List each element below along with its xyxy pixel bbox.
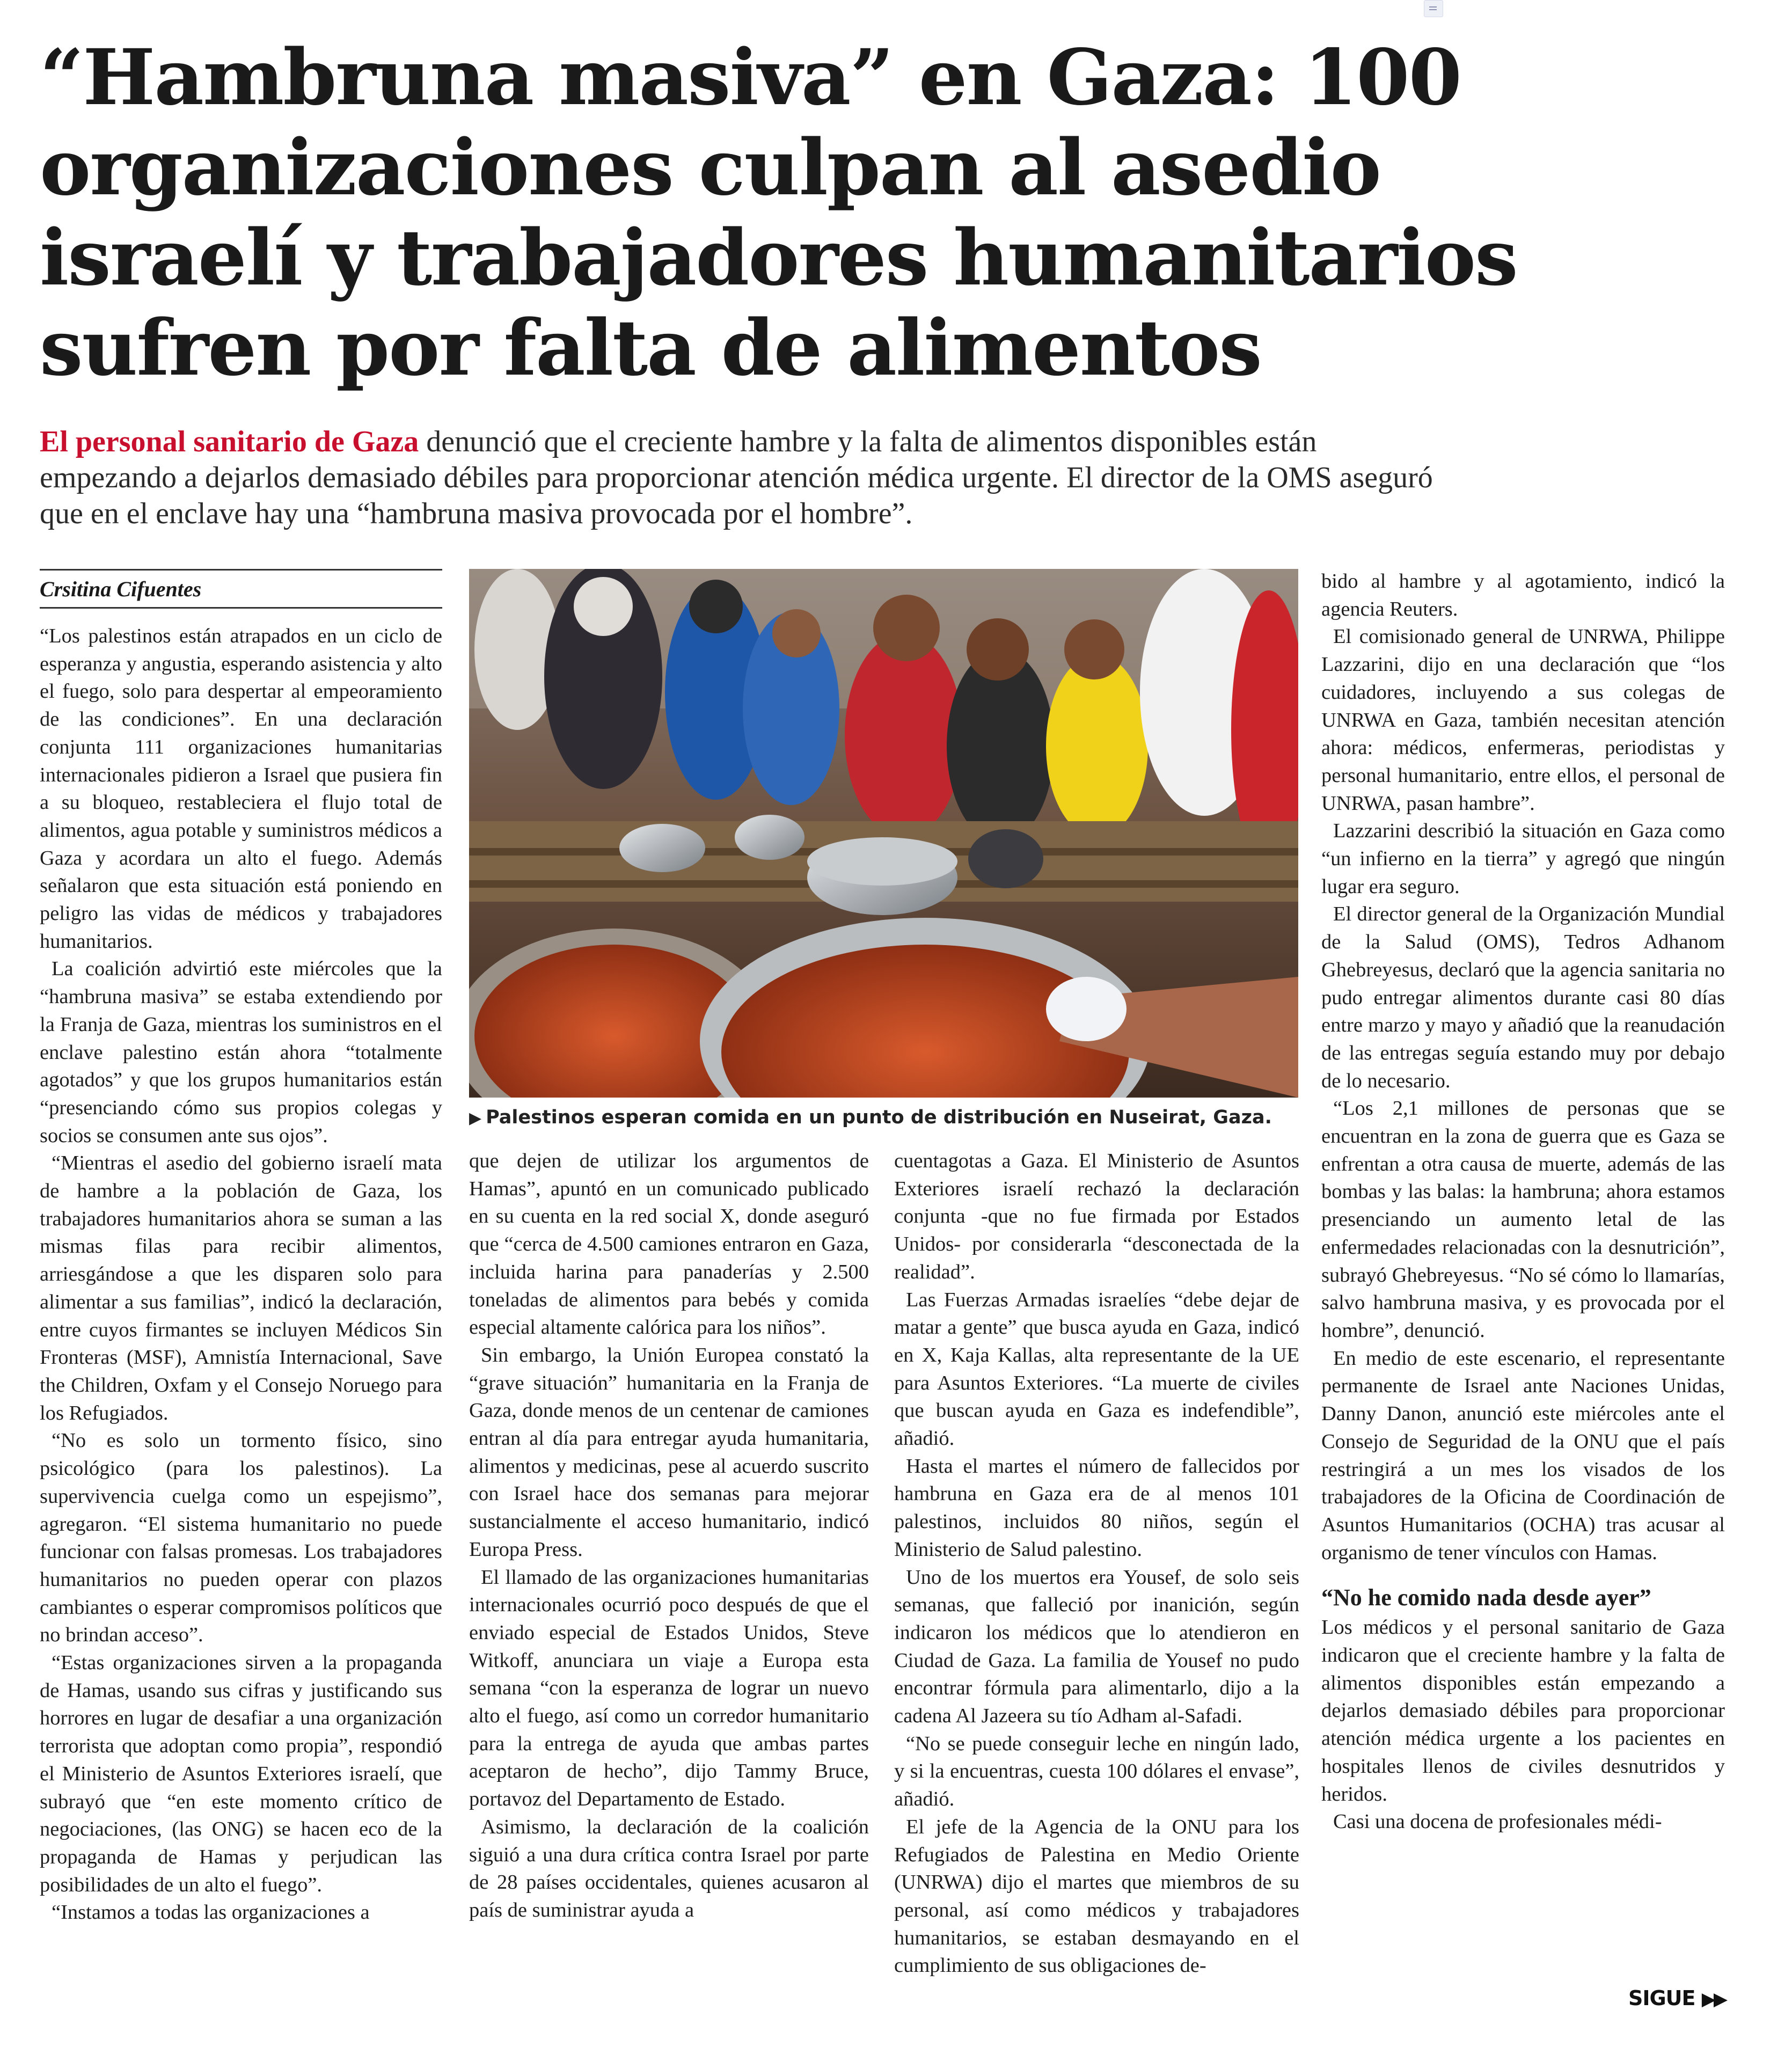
lede-kicker: El personal sanitario de Gaza xyxy=(40,425,419,458)
paragraph: Casi una docena de profesionales médi- xyxy=(1333,1810,1662,1833)
byline: Crsitina Cifuentes xyxy=(40,569,442,609)
subheading: “No he comido nada desde ayer” xyxy=(1321,1584,1651,1611)
paragraph: Sin embargo, la Unión Europea constató la “grave situación” humanitaria en la Franja de Gaza, donde menos de un centenar de camiones entran al día para entregar ayuda humanitaria, alimentos y medicinas, pese al acuerdo suscrito con Israel hace dos semanas para mejorar sustancialmente el acceso humanitario, indicó Europa Press. xyxy=(469,1343,869,1561)
note-icon[interactable] xyxy=(1424,0,1443,17)
photo-caption xyxy=(469,1106,1298,1130)
paragraph: “No es solo un tormento físico, sino psicológico (para los palestinos). La supervivencia cuelga como un espejismo”, agregaron. “El sistema humanitario no puede funcionar con falsas promesas. Los trabajadores humanitarios no pueden operar con plazos cambiantes o esperar compromisos políticos que no brindan acceso”. xyxy=(40,1429,442,1647)
paragraph: Asimismo, la declaración de la coalición siguió a una dura crítica contra Israel por parte de 28 países occidentales, quienes acusaron al país de suministrar ayuda a xyxy=(469,1815,869,1921)
paragraph: cuentagotas a Gaza. El Ministerio de Asuntos Exteriores israelí rechazó la declaración conjunta -que no fue firmada por Estados Unidos- por considerarla “desconectada de la realidad”. xyxy=(894,1150,1299,1283)
double-triangle-right-icon: ▶▶ xyxy=(1701,1988,1725,2010)
article-column-2 xyxy=(469,1147,869,1925)
paragraph: Lazzarini describió la situación en Gaza como “un infierno en la tierra” y agregó que ningún lugar era seguro. xyxy=(1321,820,1725,898)
paragraph: Las Fuerzas Armadas israelíes “debe dejar de matar a gente” que busca ayuda en Gaza, indicó en X, Kaja Kallas, alta representante de la UE para Asuntos Exteriores. “La muerte de civiles que buscan ayuda en Gaza es indefendible”, añadió. xyxy=(894,1288,1299,1450)
caption-text: Palestinos esperan comida en un punto de distribución en Nuseirat, Gaza. xyxy=(486,1107,1272,1128)
headline: “Hambruna masiva” en Gaza: 100 organizaciones culpan al asedio israelí y trabajadores humanitarios sufren por falta de alimentos xyxy=(40,32,1517,393)
paragraph: “Estas organizaciones sirven a la propaganda de Hamas, usando sus cifras y justificando sus horrores en lugar de desafiar a una organización terrorista que adoptan como propia”, respondió el Ministerio de Asuntos Exteriores israelí, que subrayó que “en este momento crítico de negociaciones, (las ONG) se hacen eco de la propaganda de Hamas y perjudican las posibilidades de un alto el fuego”. xyxy=(40,1651,442,1896)
paragraph: que dejen de utilizar los argumentos de Hamas”, apuntó en un comunicado publicado en su cuenta en la red social X, donde aseguró que “cerca de 4.500 camiones entraron en Gaza, incluida harina para panaderías y 2.500 toneladas de alimentos para bebés y comida especial altamente calórica para los niños”. xyxy=(469,1150,869,1339)
lede xyxy=(40,424,1435,532)
paragraph: “Instamos a todas las organizaciones a xyxy=(52,1901,370,1924)
paragraph: “Los palestinos están atrapados en un ciclo de esperanza y angustia, esperando asistencia y alto el fuego, solo para despertar al empeoramiento de las condiciones”. En una declaración conjunta 111 organizaciones humanitarias internacionales pidieron a Israel que pusiera fin a su bloqueo, restableciera el flujo total de alimentos, agua potable y suministros médicos a Gaza y acordara un alto el fuego. Además señalaron que esta situación está poniendo en peligro las vidas de médicos y trabajadores humanitarios. xyxy=(40,625,442,953)
photo-illustration xyxy=(469,569,1298,1098)
paragraph: “Mientras el asedio del gobierno israelí mata de hambre a la población de Gaza, los trabajadores humanitarios ahora se suman a las mismas filas para recibir alimentos, arriesgándose a que les disparen solo para alimentar a sus familias”, indicó la declaración, entre cuyos firmantes se incluyen Médicos Sin Fronteras (MSF), Amnistía Internacional, Save the Children, Oxfam y el Consejo Noruego para los Refugiados. xyxy=(40,1152,442,1424)
paragraph: En medio de este escenario, el representante permanente de Israel ante Naciones Unidas, Danny Danon, anunció este miércoles ante el Consejo de Seguridad de la ONU que el país restringirá a un mes los visados de los trabajadores de la Oficina de Coordinación de Asuntos Humanitarios (OCHA) tras acusar al organismo de tener vínculos con Hamas. xyxy=(1321,1347,1725,1564)
news-photo xyxy=(469,569,1298,1098)
continue-marker[interactable] xyxy=(1615,1985,1725,2013)
paragraph: Los médicos y el personal sanitario de Gaza indicaron que el creciente hambre y la falta de alimentos disponibles están empezando a dejarlos demasiado débiles para proporcionar atención médica urgente a los pacientes en hospitales llenos de civiles desnutridos y heridos. xyxy=(1321,1616,1725,1805)
paragraph: bido al hambre y al agotamiento, indicó la agencia Reuters. xyxy=(1321,570,1725,620)
article-column-4 xyxy=(1321,568,1725,1836)
sigue-label: SIGUE xyxy=(1628,1986,1695,2010)
article-column-1 xyxy=(40,623,442,1927)
paragraph: El llamado de las organizaciones humanitarias internacionales ocurrió poco después de que el enviado especial de Estados Unidos, Steve Witkoff, anunciara un viaje a Europa esta semana “con la esperanza de lograr un nuevo alto el fuego, así como un corredor humanitario para la entrega de ayuda que ambas partes aceptaron de hecho”, dijo Tammy Bruce, portavoz del Departamento de Estado. xyxy=(469,1566,869,1811)
triangle-right-icon: ▶ xyxy=(469,1109,482,1128)
article-column-3 xyxy=(894,1147,1299,1980)
lede-text: denunció que el creciente hambre y la falta de alimentos disponibles están empezando a dejarlos demasiado débiles para proporcionar atención médica urgente. El director de la OMS aseguró que en el enclave hay una “hambruna masiva provocada por el hombre”. xyxy=(40,425,1433,530)
paragraph: El jefe de la Agencia de la ONU para los Refugiados de Palestina en Medio Oriente (UNRWA) dijo el martes que miembros de su personal, así como médicos y trabajadores humanitarios, se estaban desmayando en el cumplimiento de sus obligaciones de- xyxy=(894,1815,1299,1977)
paragraph: El comisionado general de UNRWA, Philippe Lazzarini, dijo en una declaración que “los cuidadores, incluyendo a sus colegas de UNRWA en Gaza, también necesitan atención ahora: médicos, enfermeras, periodistas y personal humanitario, entre ellos, el personal de UNRWA, pasan hambre”. xyxy=(1321,625,1725,815)
paragraph: La coalición advirtió este miércoles que la “hambruna masiva” se estaba extendiendo por la Franja de Gaza, mientras los suministros en el enclave palestino están ahora “totalmente agotados” y que los grupos humanitarios están “presenciando cómo sus propios colegas y socios se consumen ante sus ojos”. xyxy=(40,957,442,1147)
paragraph: El director general de la Organización Mundial de la Salud (OMS), Tedros Adhanom Ghebreyesus, declaró que la agencia sanitaria no pudo entregar alimentos durante casi 80 días entre marzo y mayo y añadió que la reanudación de las entregas seguía estando muy por debajo de lo necesario. xyxy=(1321,903,1725,1092)
paragraph: Hasta el martes el número de fallecidos por hambruna en Gaza era de al menos 101 palestinos, incluidos 80 niños, según el Ministerio de Salud palestino. xyxy=(894,1454,1299,1561)
paragraph: Uno de los muertos era Yousef, de solo seis semanas, que falleció por inanición, según indicaron los médicos que lo atendieron en Ciudad de Gaza. La familia de Yousef no pudo encontrar fórmula para alimentarlo, dijo a la cadena Al Jazeera su tío Adham al-Safadi. xyxy=(894,1566,1299,1728)
paragraph: “No se puede conseguir leche en ningún lado, y si la encuentras, cuesta 100 dólares el envase”, añadió. xyxy=(894,1732,1299,1811)
paragraph: “Los 2,1 millones de personas que se encuentran en la zona de guerra que es Gaza se enfrentan a otra causa de muerte, además de las bombas y las balas: la hambruna; ahora estamos presenciando un aumento letal de las enfermedades relacionadas con la desnutrición”, subrayó Ghebreyesus. “No sé cómo lo llamarías, salvo hambruna masiva, y es provocada por el hombre”, denunció. xyxy=(1321,1097,1725,1342)
